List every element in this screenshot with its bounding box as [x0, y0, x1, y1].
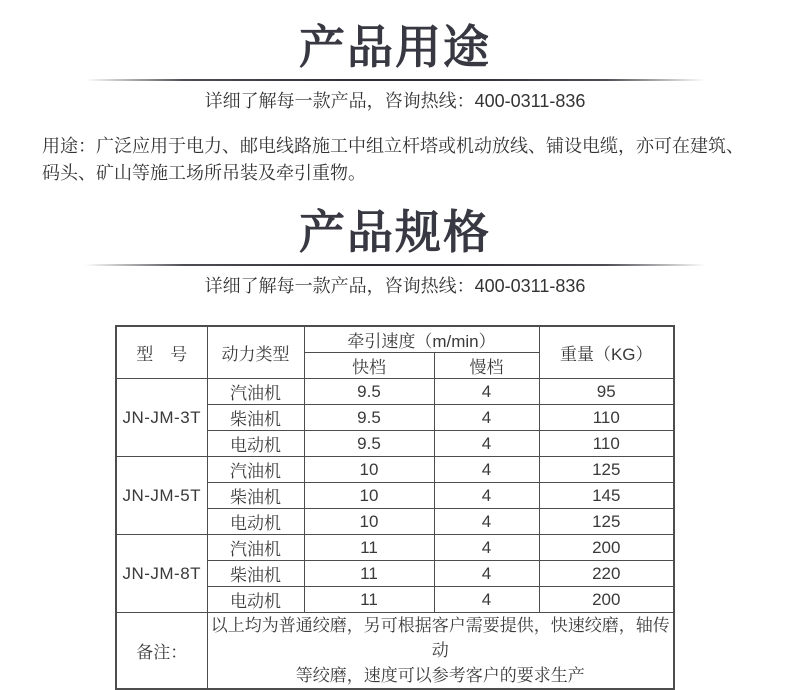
weight-cell: 145 [539, 483, 674, 509]
usage-hotline-text: 详细了解每一款产品，咨询热线：400-0311-836 [204, 91, 586, 111]
speed-slow-cell: 4 [434, 587, 539, 613]
table-row [116, 535, 674, 561]
engine-type-cell: 电动机 [207, 431, 304, 457]
remark-text-cell [207, 613, 674, 690]
usage-title: 产品用途 [299, 21, 491, 73]
engine-type-cell: 柴油机 [207, 561, 304, 587]
header-traction-speed: 牵引速度（m/min） [304, 326, 539, 353]
speed-slow-cell: 4 [434, 431, 539, 457]
weight-cell: 110 [539, 431, 674, 457]
remark-label-cell: 备注： [116, 613, 207, 690]
speed-slow-cell: 4 [434, 457, 539, 483]
engine-type-cell: 电动机 [207, 509, 304, 535]
table-row [116, 379, 674, 405]
engine-type-cell: 汽油机 [207, 535, 304, 561]
engine-type-cell: 汽油机 [207, 379, 304, 405]
speed-slow-cell: 4 [434, 561, 539, 587]
speed-slow-cell: 4 [434, 509, 539, 535]
weight-cell: 125 [539, 509, 674, 535]
specs-title: 产品规格 [299, 206, 491, 258]
weight-cell: 125 [539, 457, 674, 483]
weight-cell: 95 [539, 379, 674, 405]
usage-description: 用途：广泛应用于电力、邮电线路施工中组立杆塔或机动放线、铺设电缆，亦可在建筑、码头、矿山等施工场所吊装及牵引重物。 [42, 136, 744, 183]
speed-fast-cell: 11 [304, 561, 434, 587]
model-cell: JN-JM-3T [116, 379, 207, 457]
engine-type-cell: 柴油机 [207, 483, 304, 509]
header-model: 型 号 [116, 326, 207, 379]
section-specs [0, 205, 790, 690]
table-header-row [116, 326, 674, 353]
engine-type-cell: 汽油机 [207, 457, 304, 483]
speed-fast-cell: 11 [304, 535, 434, 561]
speed-fast-cell: 9.5 [304, 431, 434, 457]
model-cell: JN-JM-5T [116, 457, 207, 535]
weight-cell: 200 [539, 587, 674, 613]
table-row [116, 457, 674, 483]
speed-fast-cell: 10 [304, 483, 434, 509]
header-power-type: 动力类型 [207, 326, 304, 379]
speed-fast-cell: 10 [304, 509, 434, 535]
weight-cell: 200 [539, 535, 674, 561]
speed-fast-cell: 9.5 [304, 379, 434, 405]
speed-slow-cell: 4 [434, 405, 539, 431]
remark-line: 以上均为普通绞磨，另可根据客户需要提供，快速绞磨，轴传动 [210, 616, 670, 660]
header-slow-gear: 慢档 [434, 353, 539, 379]
speed-slow-cell: 4 [434, 535, 539, 561]
speed-slow-cell: 4 [434, 379, 539, 405]
model-cell: JN-JM-8T [116, 535, 207, 613]
remark-row [116, 613, 674, 690]
header-fast-gear: 快档 [304, 353, 434, 379]
remark-line: 等绞磨，速度可以参考客户的要求生产 [295, 666, 585, 685]
divider-line [85, 264, 705, 266]
speed-fast-cell: 11 [304, 587, 434, 613]
section-usage [0, 0, 790, 187]
weight-cell: 110 [539, 405, 674, 431]
header-weight: 重量（KG） [539, 326, 674, 379]
weight-cell: 220 [539, 561, 674, 587]
divider-line [85, 79, 705, 81]
specs-hotline-text: 详细了解每一款产品，咨询热线：400-0311-836 [204, 276, 586, 296]
speed-fast-cell: 10 [304, 457, 434, 483]
spec-table [115, 325, 675, 690]
engine-type-cell: 电动机 [207, 587, 304, 613]
speed-fast-cell: 9.5 [304, 405, 434, 431]
engine-type-cell: 柴油机 [207, 405, 304, 431]
speed-slow-cell: 4 [434, 483, 539, 509]
